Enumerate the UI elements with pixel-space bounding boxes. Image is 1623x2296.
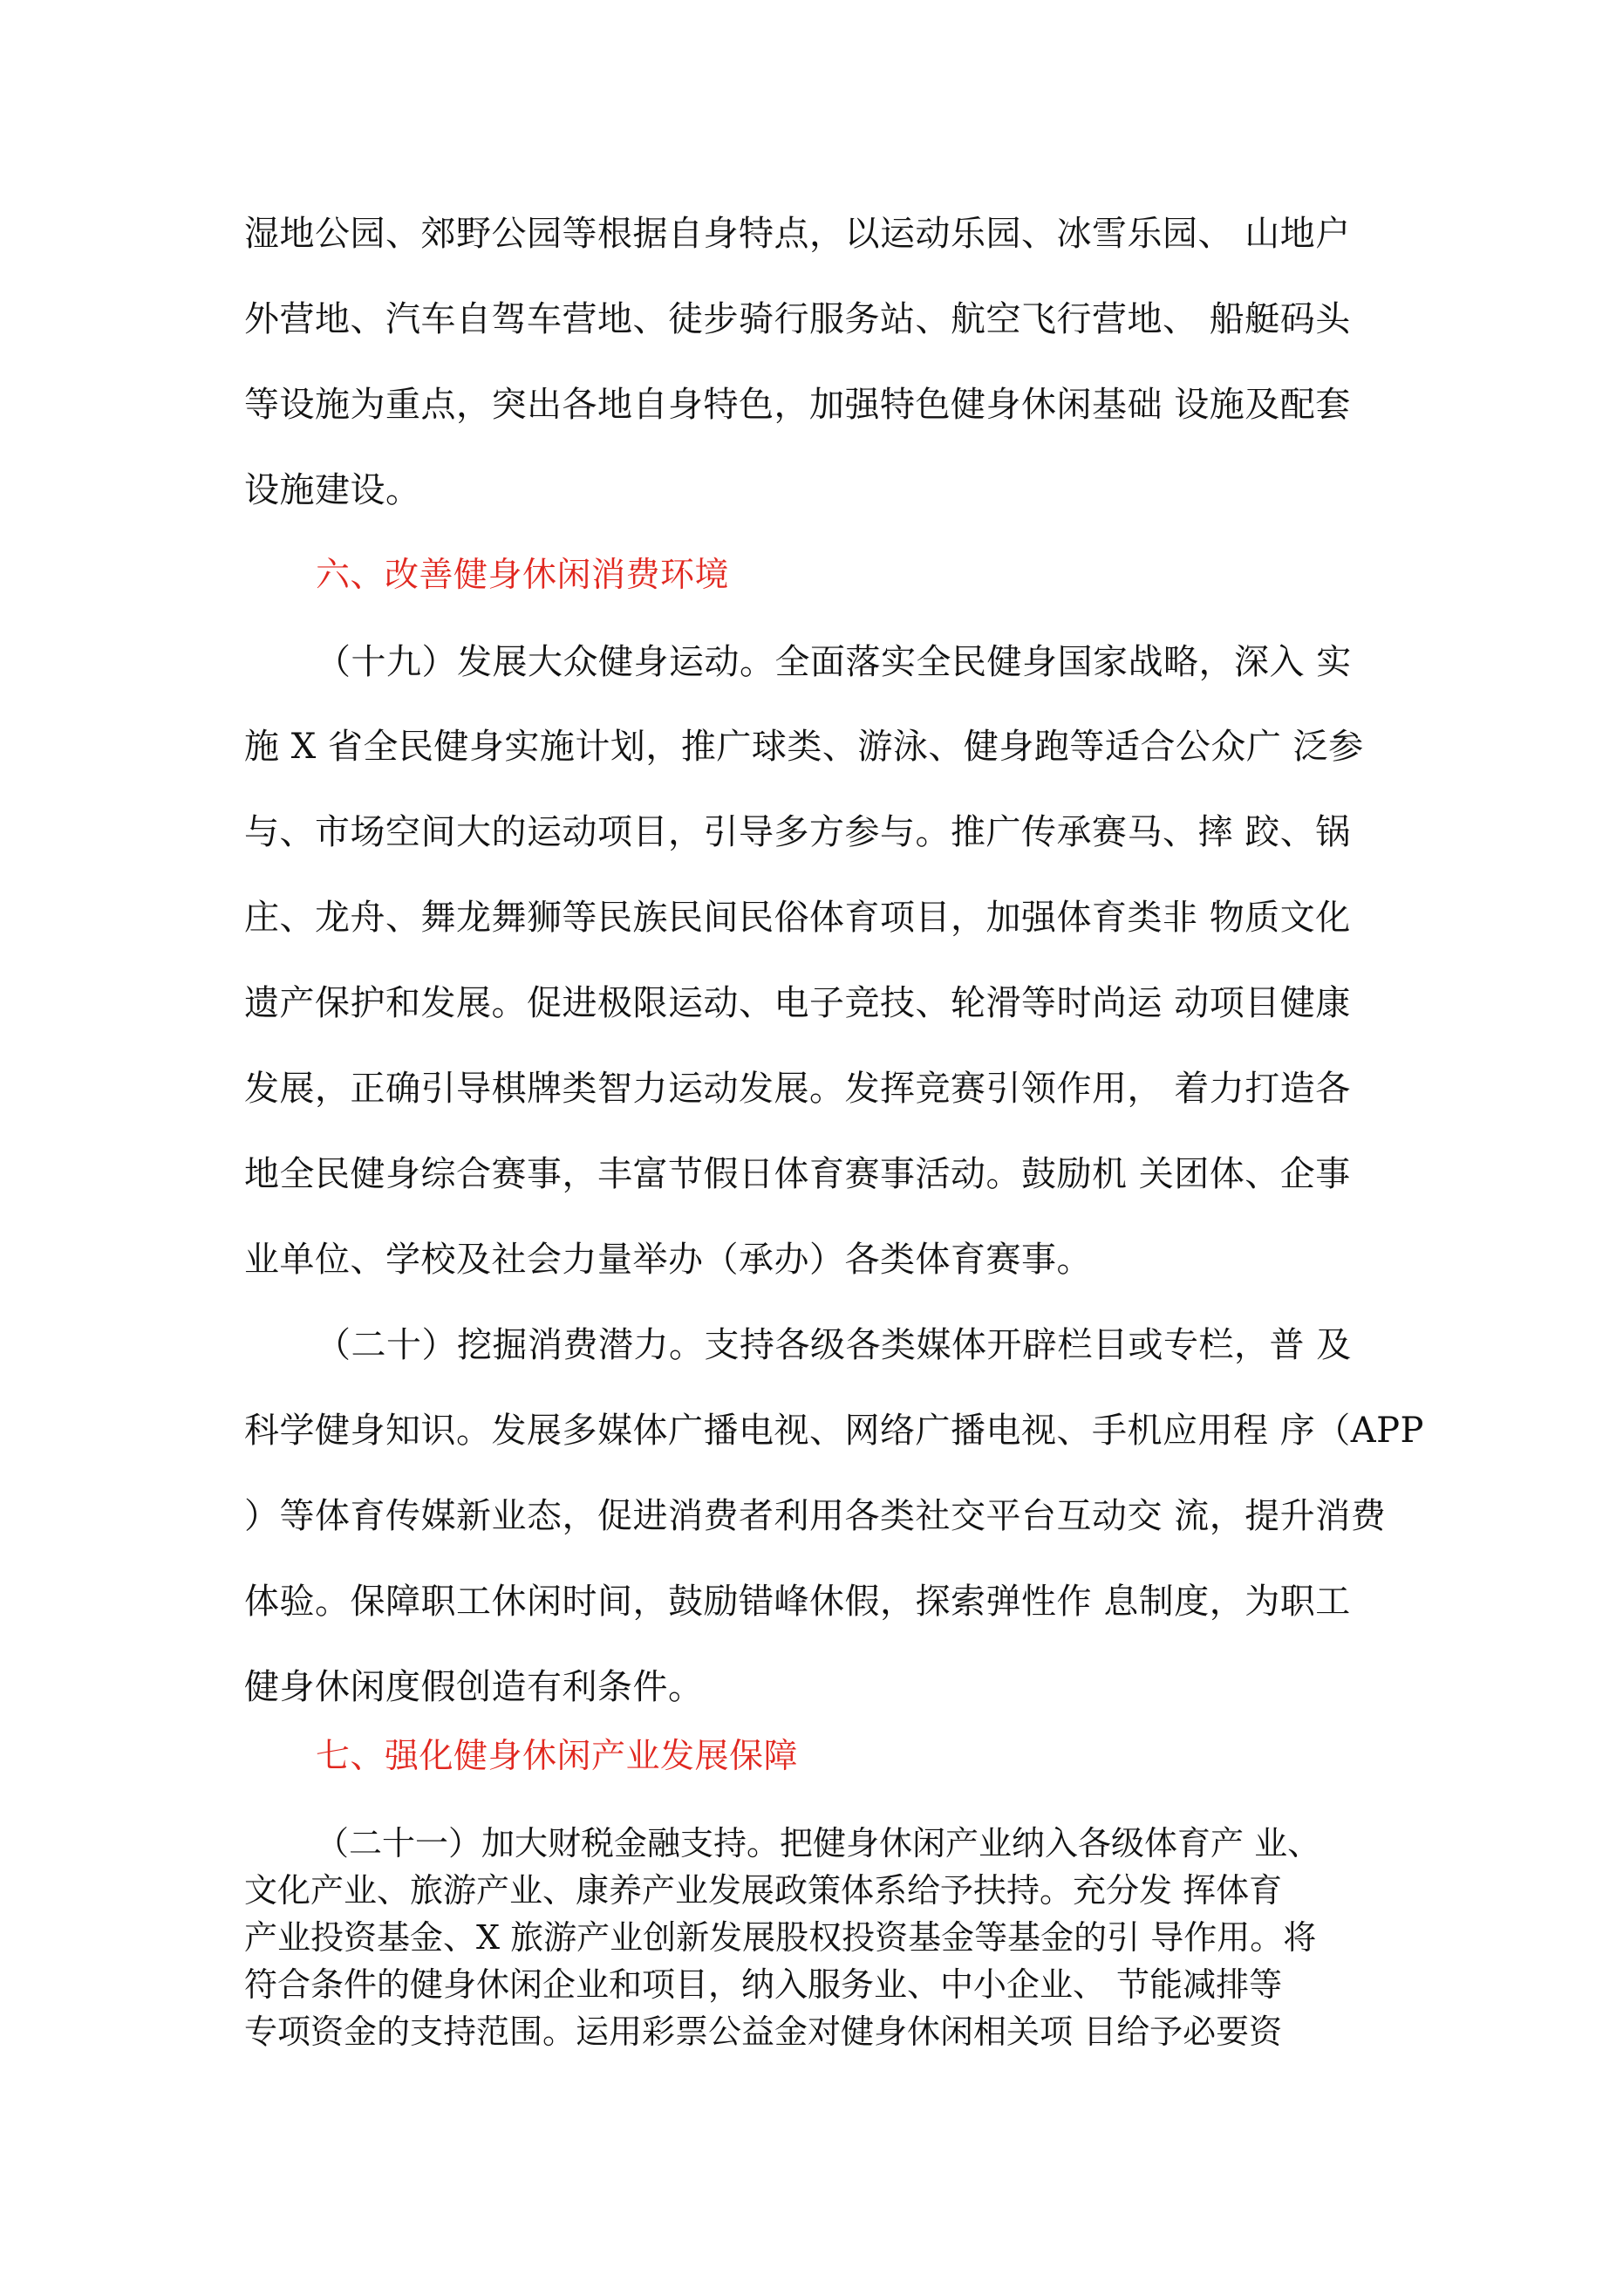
text-line: 业单位、学校及社会力量举办（承办）各类体育赛事。: [244, 1240, 1092, 1280]
section-heading: 六、改善健身休闲消费环境: [316, 556, 730, 595]
text-line: 体验。保障职工休闲时间，鼓励错峰休假，探索弹性作 息制度，为职工: [244, 1582, 1351, 1622]
text-line: 等设施为重点，突出各地自身特色，加强特色健身休闲基础 设施及配套: [244, 385, 1351, 425]
text-line: 健身休闲度假创造有利条件。: [244, 1667, 704, 1707]
text-line: 庄、龙舟、舞龙舞狮等民族民间民俗体育项目，加强体育类非 物质文化: [244, 898, 1351, 938]
text-line: 科学健身知识。发展多媒体广播电视、网络广播电视、手机应用程 序（APP: [244, 1411, 1424, 1451]
text-line: 文化产业、旅游产业、康养产业发展政策体系给予扶持。充分发 挥体育: [244, 1871, 1283, 1910]
text-line: 遗产保护和发展。促进极限运动、电子竞技、轮滑等时尚运 动项目健康: [244, 983, 1351, 1023]
text-line: 产业投资基金、X 旅游产业创新发展股权投资基金等基金的引 导作用。将: [244, 1918, 1317, 1957]
text-line: 符合条件的健身休闲企业和项目，纳入服务业、中小企业、 节能减排等: [244, 1965, 1283, 2004]
text-line: 外营地、汽车自驾车营地、徒步骑行服务站、航空飞行营地、 船艇码头: [244, 299, 1351, 339]
text-line: 与、市场空间大的运动项目，引导多方参与。推广传承赛马、摔 跤、锅: [244, 812, 1351, 852]
text-line: 湿地公园、郊野公园等根据自身特点，以运动乐园、冰雪乐园、 山地户: [244, 214, 1351, 254]
section-heading: 七、强化健身休闲产业发展保障: [316, 1737, 799, 1776]
text-line: 设施建设。: [244, 470, 421, 510]
text-line: （二十）挖掘消费潜力。支持各级各类媒体开辟栏目或专栏，普 及: [316, 1325, 1352, 1365]
text-line: 地全民健身综合赛事，丰富节假日体育赛事活动。鼓励机 关团体、企事: [244, 1154, 1351, 1194]
text-line: 专项资金的支持范围。运用彩票公益金对健身休闲相关项 目给予必要资: [244, 2012, 1283, 2051]
text-line: 发展，正确引导棋牌类智力运动发展。发挥竞赛引领作用， 着力打造各: [244, 1069, 1351, 1109]
text-line: （二十一）加大财税金融支持。把健身休闲产业纳入各级体育产 业、: [316, 1824, 1321, 1862]
text-line: （十九）发展大众健身运动。全面落实全民健身国家战略，深入 实: [316, 642, 1352, 682]
text-line: ）等体育传媒新业态，促进消费者利用各类社交平台互动交 流，提升消费: [244, 1496, 1387, 1536]
text-line: 施 X 省全民健身实施计划，推广球类、游泳、健身跑等适合公众广 泛参: [244, 727, 1364, 767]
